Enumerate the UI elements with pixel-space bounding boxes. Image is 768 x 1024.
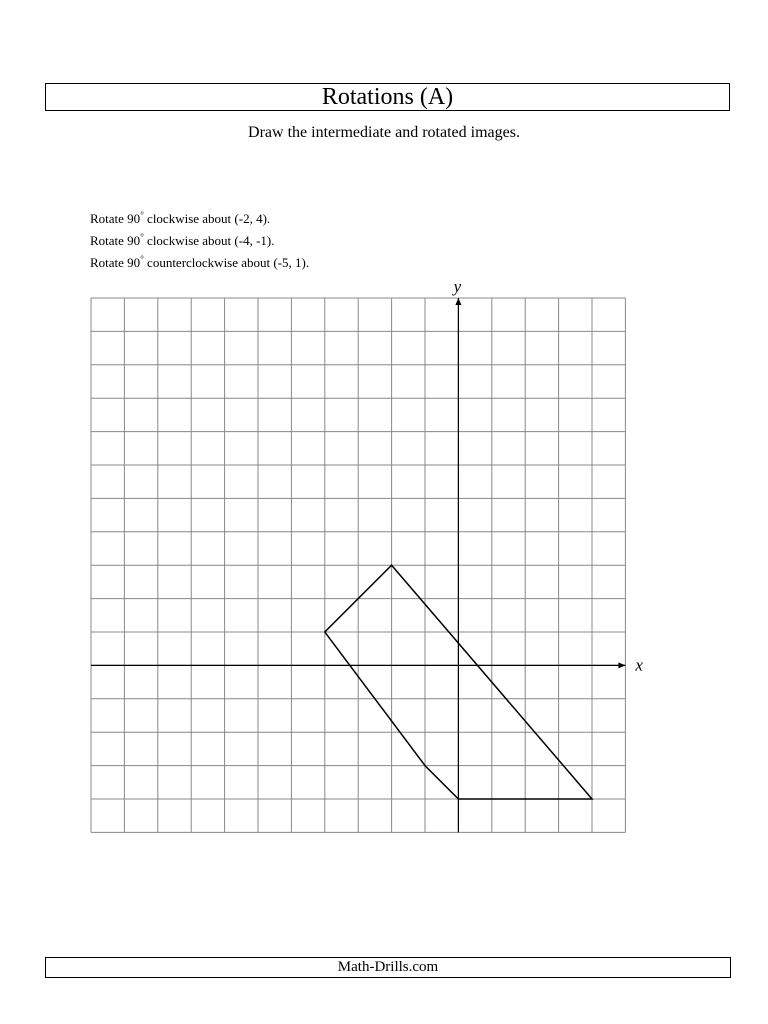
instruction-text: Rotate 90: [90, 233, 141, 248]
degree-symbol: °: [140, 254, 144, 264]
instruction-text: clockwise about (-4, -1).: [143, 233, 275, 248]
y-axis-label: y: [453, 277, 462, 296]
x-axis-arrow-icon: [618, 662, 625, 668]
worksheet-subtitle: Draw the intermediate and rotated images.: [248, 124, 520, 141]
footer: Math-Drills.com: [45, 957, 731, 978]
instruction-text: Rotate 90: [90, 211, 141, 226]
degree-symbol: °: [140, 232, 144, 242]
worksheet-title: Rotations (A): [45, 83, 730, 111]
instruction-text: counterclockwise about (-5, 1).: [143, 255, 310, 270]
x-axis-label: x: [635, 655, 643, 675]
instruction-text: clockwise about (-2, 4).: [143, 211, 271, 226]
y-axis-arrow-icon: [455, 298, 461, 305]
degree-symbol: °: [140, 210, 144, 220]
instruction-text: Rotate 90: [90, 255, 141, 270]
